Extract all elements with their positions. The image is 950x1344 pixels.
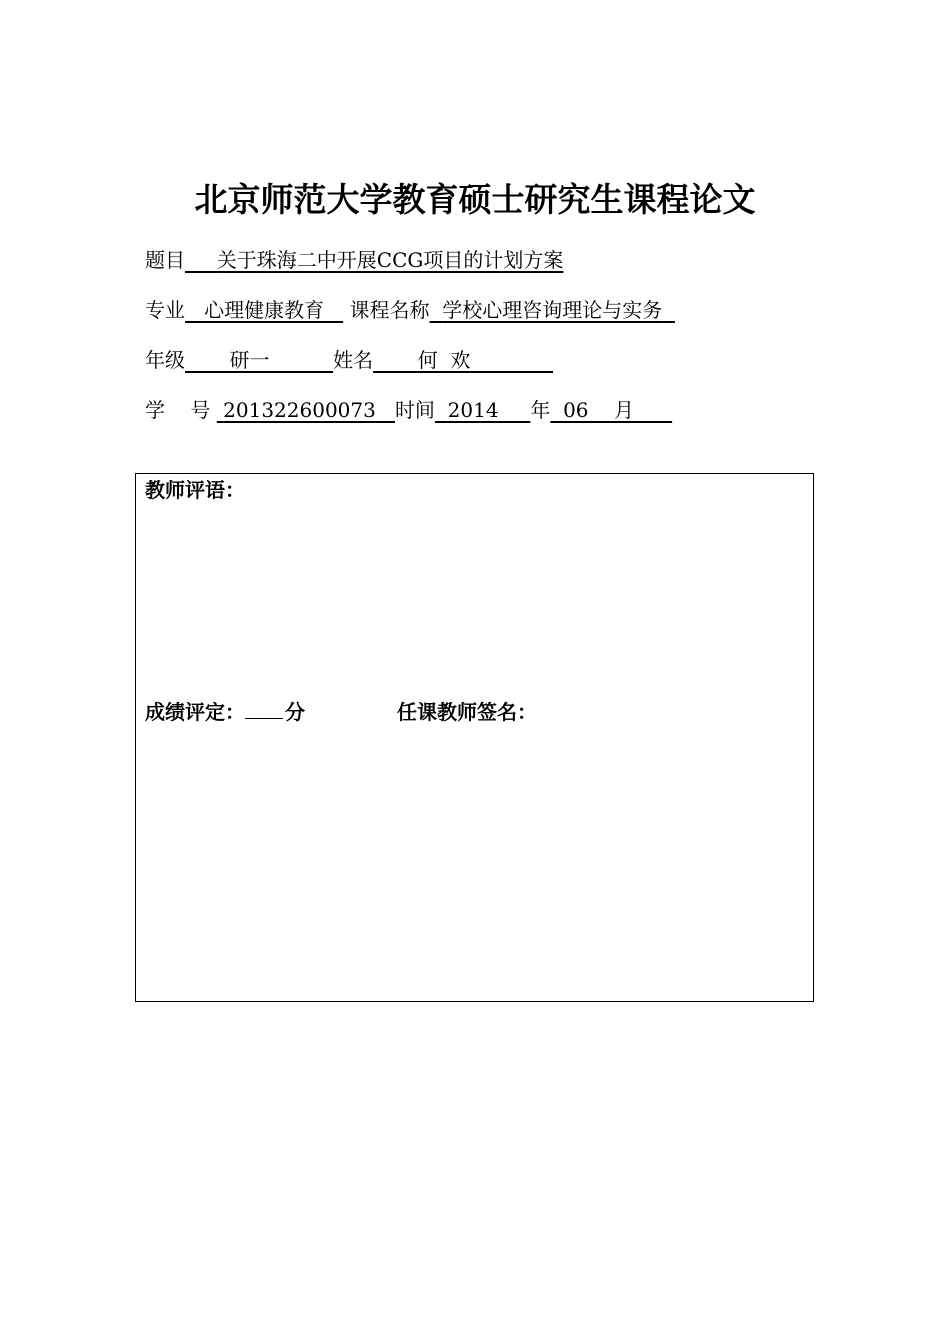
name-label: 姓名 [333, 348, 374, 372]
student-id-line [145, 396, 672, 424]
month-unit: 月 [613, 398, 634, 422]
name-value-field[interactable] [373, 348, 553, 372]
name-value: 何 欢 [417, 348, 471, 372]
grade-assessment-row [145, 698, 305, 726]
page-title: 北京师范大学教育硕士研究生课程论文 [194, 180, 756, 219]
month-value-field[interactable] [550, 398, 672, 422]
student-id-value: 201322600073 [223, 398, 376, 422]
major-line [145, 296, 675, 324]
grade-score-field[interactable] [245, 698, 283, 719]
course-label: 课程名称 [349, 298, 430, 322]
topic-line [145, 246, 563, 274]
major-value-field[interactable] [185, 298, 343, 322]
student-id-value-field[interactable] [217, 398, 395, 422]
teacher-comment-label: 教师评语： [145, 478, 245, 502]
grade-value-field[interactable] [185, 348, 333, 372]
course-value-field[interactable] [430, 298, 675, 322]
month-value: 06 [563, 398, 589, 422]
year-unit: 年 [530, 398, 551, 422]
course-value: 学校心理咨询理论与实务 [442, 298, 663, 322]
grade-assessment-label: 成绩评定： [145, 700, 245, 724]
year-value: 2014 [447, 398, 499, 422]
topic-value-field[interactable] [185, 248, 563, 272]
grade-value: 研一 [229, 348, 270, 372]
student-id-label: 学 号 [145, 398, 211, 422]
grade-label: 年级 [145, 348, 185, 372]
teacher-signature-label: 任课教师签名： [397, 700, 537, 724]
topic-label: 题目 [145, 248, 185, 272]
year-value-field[interactable] [435, 398, 530, 422]
teacher-comment-box [135, 473, 814, 1002]
topic-value: 关于珠海二中开展CCG项目的计划方案 [216, 248, 564, 272]
major-value: 心理健康教育 [204, 298, 325, 322]
grade-line [145, 346, 553, 374]
grade-unit: 分 [285, 700, 305, 724]
time-label: 时间 [394, 398, 435, 422]
major-label: 专业 [145, 298, 185, 322]
